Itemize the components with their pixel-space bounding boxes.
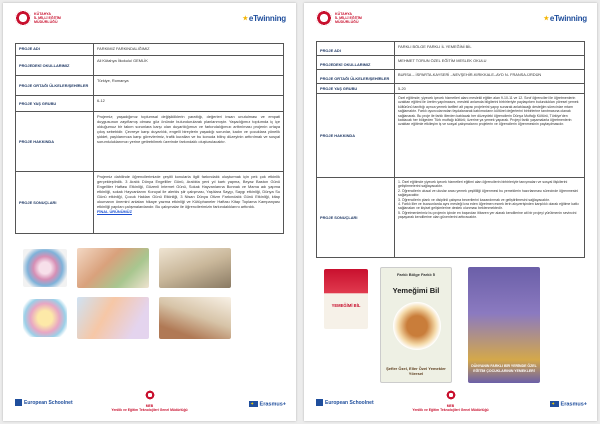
right-page: [304, 3, 597, 421]
eschoolnet-icon: [316, 399, 323, 406]
meb-line1: KÜTAHYA: [34, 12, 51, 16]
page-header: [3, 7, 296, 33]
row-value: 6-12: [94, 96, 284, 112]
meb-line2: İL MİLLİ EĞİTİM MÜDÜRLÜĞÜ: [34, 16, 61, 24]
star-icon: ★: [242, 16, 248, 22]
row-label: PROJE HAKKINDA: [16, 112, 94, 172]
poster-caption: YEMEĞİMİ BİL: [331, 303, 361, 308]
project-poster: [380, 267, 452, 383]
project-photo: [23, 249, 67, 287]
row-value: MEHMET TORUN ÖZEL EĞİTİM MESLEK OKULU: [395, 56, 585, 70]
project-photo: [159, 297, 231, 339]
poster-caption: DÜNYANIN FARKLI BİR YERİNDE ÖZEL EĞİTİM ÇOCUKLARININ YEMEKLERİ: [471, 364, 537, 373]
page-footer: [3, 385, 296, 415]
eu-flag-icon: [249, 401, 258, 407]
row-value: FARKIMIZ FARKINDALIĞIMIZ: [94, 44, 284, 56]
etwinning-text: eTwinning: [248, 14, 286, 23]
meb-footer-line1: MEB: [446, 404, 455, 408]
meb-line1: KÜTAHYA: [335, 12, 352, 16]
row-value: Özel eğitimde; yiyecek içecek hizmetleri alanı meslekli eğitim alan 9-10-11 ve 12. Sınıf öğrencileri ile öğretmenlerin uzaktan eğitimi ile üretim yapılmasını, meslekl anlamda bilgilerini birbirleriyle paylaşırken bulundukları yöresel yemek kültürünü tanıttığı ayrıca yemek tarifleri alt yapısı projelerini yapıp sunarak anlatılacağı desteğim sürecinize mtam sağlamaktır. Farklı oyuncularından faydalanarak katılımcıların kültürel değerlerini birbirlerine tanıtmasına olanak sağlanarak. Bu proje ile farklı illerden katılacak her düzeydeki öğrencilerin Dünya Mutfağı Kültürü, Türkiye'den katılacak her bölgeden Türk mutfağı kültürü; üzerine ya yemek yaparak. Projeyi farklı yaşamalarla öğretmenlerin uzaktan eğitimle etkileşim iş ve sosyal çalışmalarını projelerin ve öğrencilerin öğrenmesinin paylaşılmasıdır.: [395, 94, 585, 178]
row-label: PROJE SONUÇLARI: [317, 178, 395, 258]
row-value: Ali Kütahya İlkokulu/ GEMLİK: [94, 56, 284, 76]
row-label: PROJE YAŞ GRUBU: [317, 84, 395, 94]
meb-line2: İL MİLLİ EĞİTİM MÜDÜRLÜĞÜ: [335, 16, 362, 24]
project-poster: [468, 267, 540, 383]
project-table-right: [316, 41, 585, 258]
erasmus-logo: [249, 401, 286, 407]
row-value: FARKLI BÖLGE FARKLI İL YEMEĞİNİ BİL: [395, 42, 585, 56]
european-schoolnet-logo: [15, 399, 73, 406]
row-label: PROJE HAKKINDA: [317, 94, 395, 178]
final-product-link[interactable]: FİNAL ÜRÜNÜMÜZ: [97, 209, 132, 214]
etwinning-logo: [243, 14, 286, 23]
project-table-left: [15, 43, 284, 234]
row-label: PROJEDEKİ OKULLARIMIZ: [317, 56, 395, 70]
row-value: [94, 172, 284, 234]
food-plate-image: [393, 302, 441, 350]
row-value: Projemiz; yaşadığımız toplumsal değişikliklerin yarattığı, değerleri insan unutulması ve empati duygusunun zayıflamış olması göz önünde bulundurularak planlanmıştır. Yaşadığımız toplumda iç içe olduğumuz bir takım sorunlara karşı olan duyarlılığımızı ve farkındalığımızı arttırılması projenin ortaya çıkış sebebidir. Çevreye karşı duyarlılık, engelli bireylerin yaşadığı sorunlar, kadın ve çocuklara yönelik şiddet, yaşlılarımıza karşı görevlerimiz, trafik kuralları ve bu konuda bilinç düzeyinin arttırılmak ve sosyal sorumluluklarımızı yerine getirebilmek üzerinde farkındalık oluşturulacaktır.: [94, 112, 284, 172]
project-photo: [77, 297, 149, 339]
project-poster: [324, 269, 368, 329]
european-schoolnet-logo: [316, 399, 374, 406]
row-label: PROJE ORTAĞI ÜLKELER/ŞEHİRLER: [317, 70, 395, 84]
poster-heading: Yemeğimi Bil: [392, 286, 440, 295]
erasmus-text: Erasmus+: [259, 401, 286, 408]
meb-footer-line2: Yenilik ve Eğitim Teknolojileri Genel Müdürlüğü: [111, 407, 188, 412]
left-page: [3, 3, 296, 421]
row-value: 1. Özel eğitimde yiyecek içecek hizmetleri eğitimi alan öğrencilerin birbirleriyle tanışmaları ve sosyal ilişkilerini geliştirmelerini sağlayacaktır. 2. Öğrencilerin ulusal ve uluslar arası yemek çeşitliliği öğrenmesi bu yemeklerin hazırlanması sürecinde öğrenmesini sağlayacaktır. 3. Öğrencilerin planlı ve disiplinli çalışma becerilerini kazandırmak ve geliştirilmesini sağlayacaktır. 4. Farklı iller ve bucsunlarda aynı mesleği icra eden öğretmen esnek lerin alışverişinden karşılıklı olarak eğitime katkı sağlanaları ve kişisel gelişimlerine destek olunması beklenmektedir. 5. Öğretmenlerimiz bu projenin içinde en başından itibaren yer alarak kendilerine ait bir projeyi yürütmenin sevincini yaşayarak kendilerine olan güvenlerini arttıracaktır.: [395, 178, 585, 258]
results-text: Projemiz dahilinde öğrencilerimizde çeşitli konularla ilgili farkındalık oluşturmak için pek çok etkinlik gerçekleştirdik. 3 Aralık Dünya Engelliler Günü, Aralıkta yeni yıl kartı yapma, Beyaz Baston Günü Engelliler Haftası Etkinliği, Gözenli İnternet Günü, Sokak Hayvanlarına Bonnak ve Mama adı yapma etkinliği, sokak Hayvanlarını Koruyal ile alerkis şiir çalışması, Yaşlılara Saygı, Saygı etkinliği, Dünya Su Günü etkinliği, Çocuk Hakları Günü Etkinliği, 3 Nisan Dünya Otizm Farkındalık Günü Etkinliği, kitap okumanın önemini anlatan hikaye yazma etkinliği ve Kütüphaneler Haftası Kitap Toplama Kampanyası etkinliği yapılan çalışmalardandır. Bu çalışmalar ile öğrencilerimizin farkındalıklarını arttırdık.: [97, 174, 280, 209]
meb-header-text: [335, 12, 385, 24]
etwinning-text: eTwinning: [549, 14, 587, 23]
row-label: PROJE SONUÇLARI: [16, 172, 94, 234]
row-value: 5-20: [395, 84, 585, 94]
row-label: PROJE ADI: [16, 44, 94, 56]
page-footer: [304, 385, 597, 415]
erasmus-logo: [550, 401, 587, 407]
row-value: Türkiye, Romanya: [94, 76, 284, 96]
eschoolnet-text: European Schoolnet: [24, 399, 73, 406]
meb-logo-icon: [316, 10, 332, 26]
page-header: [304, 7, 597, 33]
row-label: PROJE ORTAĞI ÜLKELER/ŞEHİRLER: [16, 76, 94, 96]
row-label: PROJE ADI: [317, 42, 395, 56]
meb-seal-icon: [145, 390, 155, 400]
eschoolnet-text: European Schoolnet: [325, 399, 374, 406]
meb-footer-line1: MEB: [145, 404, 154, 408]
row-label: PROJEDEKİ OKULLARIMIZ: [16, 56, 94, 76]
row-label: PROJE YAŞ GRUBU: [16, 96, 94, 112]
poster-slogan: Şefler Özel, Eller Özel Yemekler Yöresel: [386, 366, 446, 376]
meb-seal-icon: [446, 390, 456, 400]
project-photo: [23, 299, 67, 337]
erasmus-text: Erasmus+: [560, 401, 587, 408]
eu-flag-icon: [550, 401, 559, 407]
row-value: BURSA – İSPARTA-KAYSERİ –NEVŞEHİR-KIRIKKALE–AYD N- FRANSA-ÜRDÜN: [395, 70, 585, 84]
project-photo: [77, 248, 149, 288]
project-photo: [159, 248, 231, 288]
meb-logo-icon: [15, 10, 31, 26]
meb-footer-line2: Yenilik ve Eğitim Teknolojileri Genel Müdürlüğü: [412, 407, 489, 412]
poster-title: Farklı Bölge Farklı İl: [396, 272, 435, 277]
star-icon: ★: [543, 16, 549, 22]
eschoolnet-icon: [15, 399, 22, 406]
meb-header-text: [34, 12, 84, 24]
etwinning-logo: [544, 14, 587, 23]
